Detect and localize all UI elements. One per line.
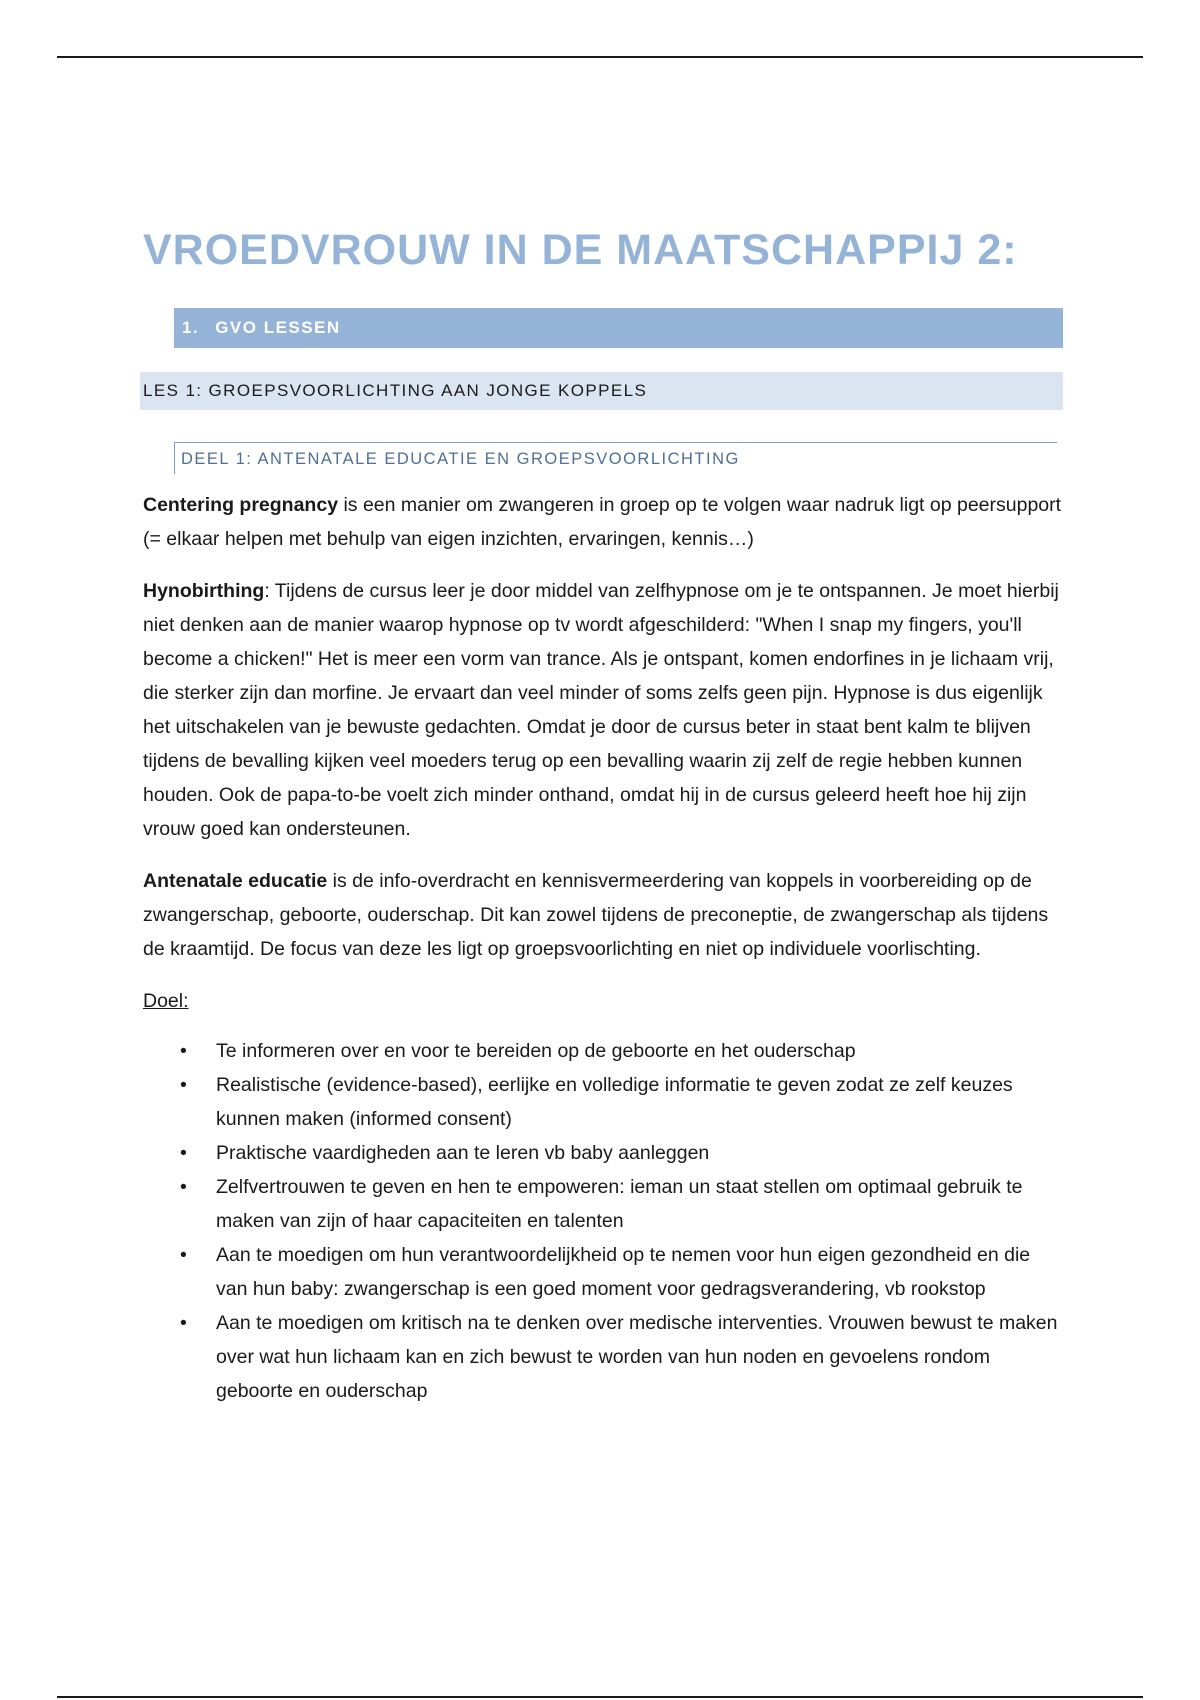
- paragraph-text: : Tijdens de cursus leer je door middel van zelfhypnose om je te ontspannen. Je moet hierbij niet denken aan de manier waarop hypnose op tv wordt afgeschilderd: "When I snap my fingers, you'll become a chicken!" Het is meer een vorm van trance. Als je ontspant, komen endorfines in je lichaam vrij, die sterker zijn dan morfine. Je ervaart dan veel minder of soms zelfs geen pijn. Hypnose is dus eigenlijk het uitschakelen van je bewuste gedachten. Omdat je door de cursus beter in staat bent kalm te blijven tijdens de bevalling kijken veel moeders terug op een bevalling waarin zij zelf de regie hebben kunnen houden. Ook de papa-to-be voelt zich minder onthand, omdat hij in de cursus geleerd heeft hoe hij zijn vrouw goed kan ondersteunen.: [143, 580, 1059, 840]
- heading-2: LES 1: GROEPSVOORLICHTING AAN JONGE KOPPELS: [140, 372, 1063, 410]
- list-item-text: Praktische vaardigheden aan te leren vb baby aanleggen: [216, 1142, 710, 1164]
- list-item: [143, 1306, 1066, 1408]
- heading-1: [174, 308, 1063, 348]
- bullet-icon: •: [180, 1244, 187, 1266]
- paragraph-centering-pregnancy: [143, 488, 1063, 556]
- heading-3: DEEL 1: ANTENATALE EDUCATIE EN GROEPSVOORLICHTING: [174, 442, 1057, 474]
- document-title: VROEDVROUW IN DE MAATSCHAPPIJ 2:: [143, 226, 1018, 274]
- list-item: [143, 1238, 1066, 1306]
- term-antenatale-educatie: Antenatale educatie: [143, 870, 328, 892]
- list-item: [143, 1034, 1066, 1068]
- document-body: [143, 222, 1063, 1408]
- list-item-text: Te informeren over en voor te bereiden op de geboorte en het ouderschap: [216, 1040, 856, 1062]
- paragraph-text: is een manier om zwangeren in groep op te volgen waar nadruk ligt op peersupport (= elkaar helpen met behulp van eigen inzichten, ervaringen, kennis…): [143, 494, 1062, 550]
- paragraph-hypnobirthing: [143, 574, 1063, 846]
- list-item-text: Zelfvertrouwen te geven en hen te empoweren: ieman un staat stellen om optimaal gebruik te maken van zijn of haar capaciteiten en talenten: [216, 1176, 1023, 1232]
- bullet-icon: •: [180, 1312, 187, 1334]
- list-item-text: Realistische (evidence-based), eerlijke en volledige informatie te geven zodat ze zelf keuzes kunnen maken (informed consent): [216, 1074, 1013, 1130]
- list-item-text: Aan te moedigen om kritisch na te denken over medische interventies. Vrouwen bewust te maken over wat hun lichaam kan en zich bewust te worden van hun noden en gevoelens rondom geboorte en ouderschap: [216, 1312, 1058, 1402]
- bullet-icon: •: [180, 1142, 187, 1164]
- heading-1-label: GVO LESSEN: [215, 318, 341, 337]
- footer-rule: [57, 1696, 1143, 1698]
- term-centering-pregnancy: Centering pregnancy: [143, 494, 339, 516]
- goal-list: [143, 1034, 1063, 1408]
- bullet-icon: •: [180, 1040, 187, 1062]
- list-item-text: Aan te moedigen om hun verantwoordelijkheid op te nemen voor hun eigen gezondheid en die van hun baby: zwangerschap is een goed moment voor gedragsverandering, vb rookstop: [216, 1244, 1031, 1300]
- list-item: [143, 1170, 1066, 1238]
- term-hypnobirthing: Hynobirthing: [143, 580, 265, 602]
- bullet-icon: •: [180, 1074, 187, 1096]
- list-item: [143, 1136, 1066, 1170]
- list-item: [143, 1068, 1066, 1136]
- paragraph-text: is de info-overdracht en kennisvermeerdering van koppels in voorbereiding op de zwangerschap, geboorte, ouderschap. Dit kan zowel tijdens de preconeptie, de zwangerschap als tijdens de kraamtijd. De focus van deze les ligt op groepsvoorlichting en niet op individuele voorlischting.: [143, 870, 1049, 960]
- header-rule: [57, 56, 1143, 58]
- heading-1-number: 1.: [182, 318, 200, 337]
- bullet-icon: •: [180, 1176, 187, 1198]
- goal-heading: Doel:: [143, 990, 189, 1012]
- paragraph-antenatale-educatie: [143, 864, 1063, 966]
